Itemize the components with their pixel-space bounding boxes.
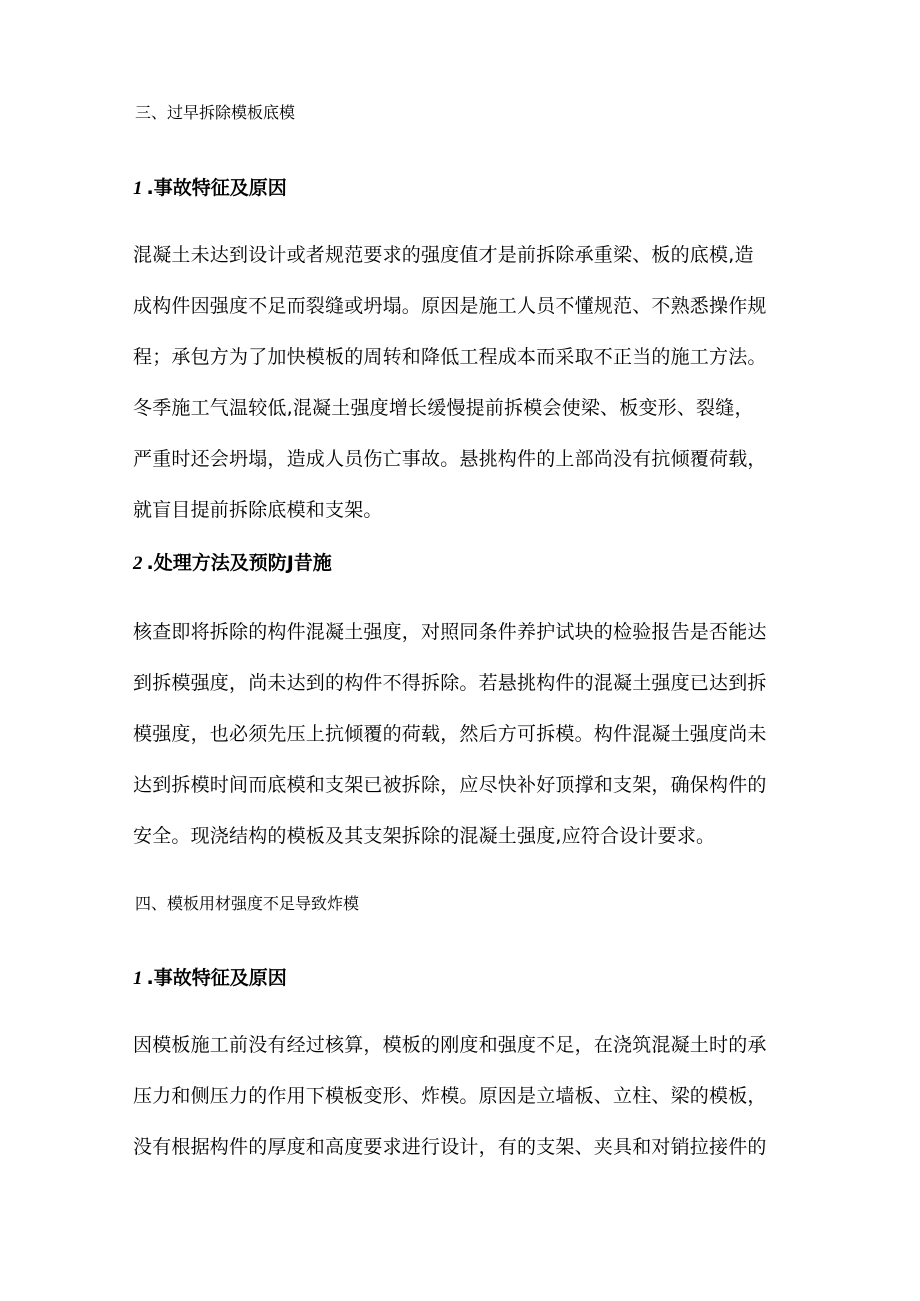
paragraph-line: 严重时还会坍塌，造成人员伤亡事故。悬挑构件的上部尚没有抗倾覆荷载，	[133, 448, 767, 470]
paragraph-line: 混凝土未达到设计或者规范要求的强度值才是前拆除承重梁、板的底模,造	[133, 244, 754, 266]
section-heading-3: 三、过早拆除模板底模	[135, 103, 296, 122]
paragraph-line: 没有根据构件的厚度和高度要求进行设计，有的支架、夹具和对销拉接件的	[133, 1136, 767, 1158]
paragraph-line: 成构件因强度不足而裂缝或坍塌。原因是施工人员不懂规范、不熟悉操作规	[133, 295, 767, 317]
paragraph-3-1	[133, 240, 813, 546]
paragraph-line: 程；承包方为了加快模板的周转和降低工程成本而采取不正当的施工方法。	[133, 346, 767, 368]
paragraph-line: 压力和侧压力的作用下模板变形、炸模。原因是立墙板、立柱、梁的模板，	[133, 1085, 767, 1107]
paragraph-line: 因模板施工前没有经过核算，模板的刚度和强度不足，在浇筑混凝土时的承	[133, 1034, 767, 1056]
paragraph-line: 安全。现浇结构的模板及其支架拆除的混凝土强度,应符合设计要求。	[133, 825, 716, 847]
subheading-3-2	[133, 551, 332, 576]
subheading-number: 1	[133, 178, 143, 199]
subheading-number: 2	[133, 553, 143, 574]
paragraph-line: 冬季施工气温较低,混凝土强度增长缓慢提前拆模会使梁、板变形、裂缝，	[133, 397, 754, 419]
paragraph-line: 模强度，也必须先压上抗倾覆的荷载，然后方可拆模。构件混凝土强度尚未	[133, 723, 767, 745]
paragraph-line: 就盲目提前拆除底模和支架。	[133, 499, 383, 521]
subheading-title: .事故特征及原因	[146, 177, 287, 199]
paragraph-line: 到拆模强度，尚未达到的构件不得拆除。若悬挑构件的混凝土强度已达到拆	[133, 672, 767, 694]
subheading-4-1	[133, 966, 287, 991]
subheading-title: .处理方法及预防J昔施	[146, 552, 332, 574]
paragraph-line: 达到拆模时间而底模和支架已被拆除，应尽快补好顶撑和支架，确保构件的	[133, 774, 767, 796]
paragraph-line: 核查即将拆除的构件混凝土强度，对照同条件养护试块的检验报告是否能达	[133, 621, 767, 643]
subheading-number: 1	[133, 968, 143, 989]
subheading-3-1	[133, 176, 287, 201]
subheading-title: .事故特征及原因	[146, 967, 287, 989]
paragraph-3-2	[133, 617, 813, 872]
section-heading-4: 四、模板用材强度不足导致炸模	[135, 894, 360, 913]
paragraph-4-1	[133, 1030, 813, 1183]
